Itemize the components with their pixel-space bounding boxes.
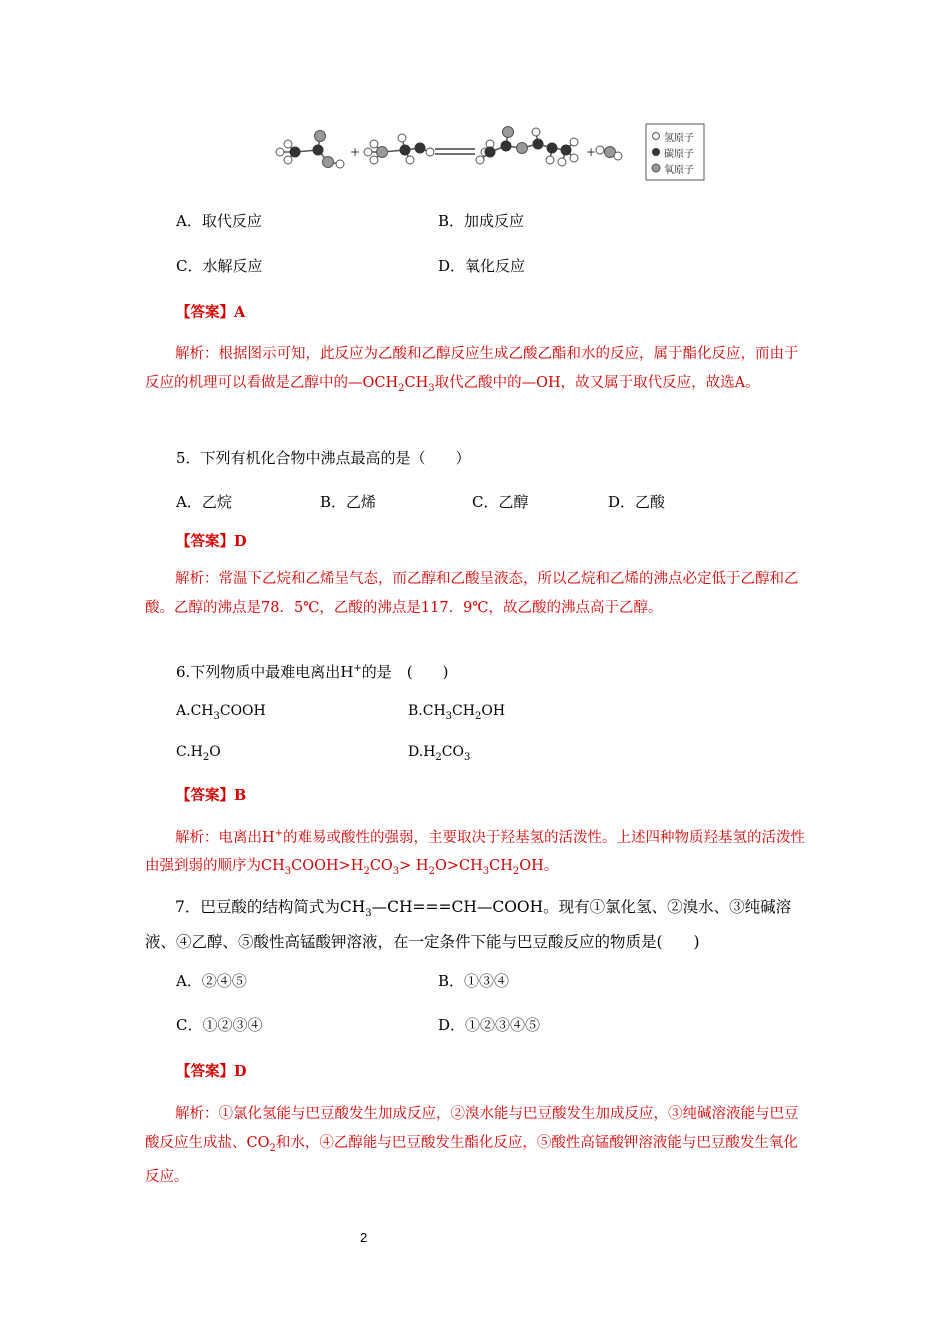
legend-hydrogen: 氢原子 [664,133,694,144]
q6-option-c: $C.H_2O$ [176,744,221,763]
q5-stem: 5．下列有机化合物中沸点最高的是（ ） [176,449,471,467]
q5-answer: 【答案】D [176,533,247,550]
q7-option-b: B．①③④ [438,972,510,990]
q4-option-d: D．氧化反应 [438,257,526,275]
q6-stem: 6.下列物质中最难电离出H+的是 ( ) [176,663,449,681]
q6-answer: 【答案】B [176,787,247,804]
q5-option-d: D．乙酸 [608,493,666,511]
q5-explanation: 解析：常温下乙烷和乙烯呈气态，而乙醇和乙酸呈液态，所以乙烷和乙烯的沸点必定低于乙醇和乙酸。乙醇的沸点是78．5℃，乙酸的沸点是117．9℃，故乙酸的沸点高于乙醇。 [145,571,799,616]
page-number: 2 [360,1230,368,1245]
q7-answer: 【答案】D [176,1063,247,1080]
q6-option-d: $D.H_2CO_3$ [408,744,471,763]
q6-option-b: $B.CH_3CH_2OH$ [408,703,506,722]
legend-oxygen: 氧原子 [664,165,694,176]
q4-answer: 【答案】A [176,304,246,321]
q7-option-a: A．②④⑤ [176,972,247,990]
q4-explanation: 解析：根据图示可知，此反应为乙酸和乙醇反应生成乙酸乙酯和水的反应，属于酯化反应，而由于反应的机理可以看做是乙醇中的$—OCH_2CH_3$取代乙酸中的—OH，故又属于取代反应，故选A。 [145,346,799,394]
legend-carbon: 碳原子 [664,149,694,160]
reaction-figure [270,122,710,184]
svg-text:+: + [350,145,361,159]
q7-stem: 7．巴豆酸的结构简式为$CH_3—CH===CH—COOH$。现有①氯化氢、②溴水、③纯碱溶液、④乙醇、⑤酸性高锰酸钾溶液，在一定条件下能与巴豆酸反应的物质是( ) [145,898,792,952]
q6-explanation: 解析：电离出H+的难易或酸性的强弱，主要取决于羟基氢的活泼性。上述四种物质羟基氢的活泼性由强到弱的顺序为$CH_3COOH>H_2CO_3> H_2O>CH_3CH_2OH$。 [145,828,806,878]
q4-option-b: B．加成反应 [438,212,525,230]
svg-text:+: + [586,145,597,159]
q4-option-c: C．水解反应 [176,257,263,275]
q5-option-c: C．乙醇 [472,493,529,511]
q7-explanation: 解析：①氯化氢能与巴豆酸发生加成反应，②溴水能与巴豆酸发生加成反应，③纯碱溶液能与巴豆酸反应生成盐、$CO_2$和水，④乙醇能与巴豆酸发生酯化反应，⑤酸性高锰酸钾溶液能与巴豆酸发生氧化反应。 [145,1106,799,1185]
q4-option-a: A．取代反应 [176,212,262,230]
q7-option-c: C．①②③④ [176,1016,263,1034]
q7-option-d: D．①②③④⑤ [438,1016,541,1034]
q5-option-b: B．乙烯 [320,493,377,511]
q5-option-a: A．乙烷 [176,493,232,511]
q6-option-a: $A.CH_3COOH$ [176,703,266,722]
reaction-diagram [270,122,710,184]
